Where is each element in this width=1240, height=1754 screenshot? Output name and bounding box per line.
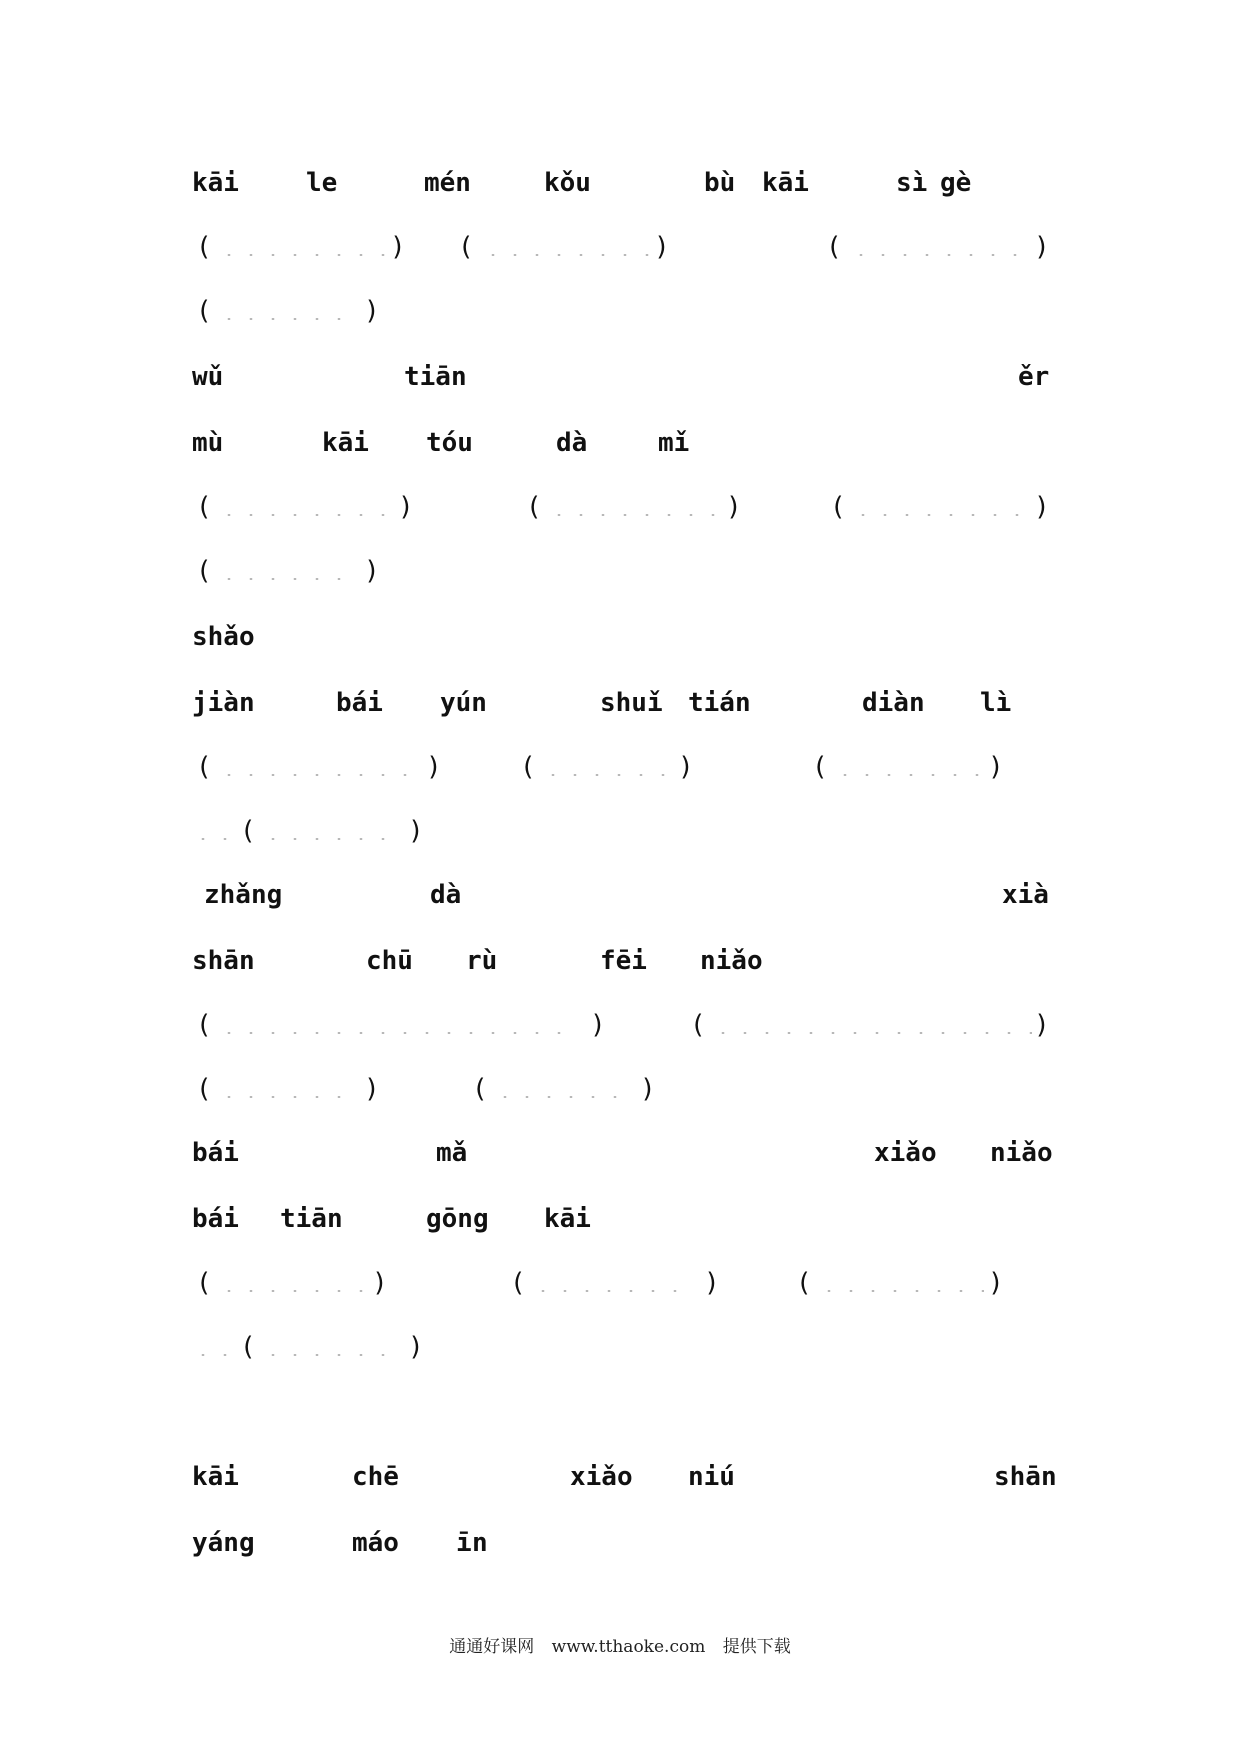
pinyin-word: shǎo [192, 622, 255, 652]
blank-open-paren: ( [690, 1010, 706, 1040]
blank-close-paren: ) [364, 1074, 380, 1104]
pinyin-row-6 [0, 882, 1240, 922]
blank-open-paren: ( [240, 1332, 256, 1362]
blank-space[interactable] [262, 838, 396, 840]
pinyin-word: dà [556, 428, 588, 458]
dotted-leader [192, 1354, 236, 1356]
blank-open-paren: ( [458, 232, 474, 262]
dotted-leader [192, 838, 236, 840]
pinyin-word: kāi [192, 168, 239, 198]
blank-close-paren: ) [988, 752, 1004, 782]
pinyin-word: gè [940, 168, 972, 198]
blank-space[interactable] [850, 254, 1030, 256]
blank-close-paren: ) [408, 1332, 424, 1362]
pinyin-word: rù [466, 946, 498, 976]
pinyin-word: niǎo [700, 946, 763, 976]
pinyin-word: bái [336, 688, 383, 718]
pinyin-word: mén [424, 168, 471, 198]
blank-close-paren: ) [398, 492, 414, 522]
blank-open-paren: ( [196, 1268, 212, 1298]
pinyin-row-8 [0, 1140, 1240, 1180]
pinyin-word: kāi [762, 168, 809, 198]
answer-blank-row [0, 298, 1240, 338]
blank-space[interactable] [482, 254, 652, 256]
blank-space[interactable] [834, 774, 984, 776]
blank-open-paren: ( [796, 1268, 812, 1298]
pinyin-word: niú [688, 1462, 735, 1492]
blank-close-paren: ) [654, 232, 670, 262]
answer-blank-row [0, 494, 1240, 534]
blank-open-paren: ( [196, 492, 212, 522]
pinyin-word: zhǎng [204, 880, 283, 910]
blank-close-paren: ) [426, 752, 442, 782]
pinyin-word: xiǎo [874, 1138, 937, 1168]
pinyin-row-2 [0, 364, 1240, 404]
blank-open-paren: ( [240, 816, 256, 846]
pinyin-word: mù [192, 428, 224, 458]
pinyin-word: gōng [426, 1204, 489, 1234]
footer-site-name: 通通好课网 [449, 1637, 535, 1657]
answer-blank-row [0, 818, 1240, 858]
pinyin-word: le [306, 168, 338, 198]
pinyin-word: lì [980, 688, 1012, 718]
blank-space[interactable] [852, 514, 1028, 516]
pinyin-word: kāi [544, 1204, 591, 1234]
blank-space[interactable] [218, 1290, 368, 1292]
pinyin-row-7 [0, 948, 1240, 988]
blank-open-paren: ( [196, 556, 212, 586]
blank-space[interactable] [262, 1354, 396, 1356]
blank-open-paren: ( [196, 1010, 212, 1040]
pinyin-word: xiǎo [570, 1462, 633, 1492]
page-footer [0, 1632, 1240, 1657]
pinyin-word: kāi [322, 428, 369, 458]
pinyin-word: diàn [862, 688, 925, 718]
pinyin-word: yáng [192, 1528, 255, 1558]
pinyin-word: mǎ [436, 1138, 468, 1168]
pinyin-word: shuǐ [600, 688, 663, 718]
pinyin-word: bù [704, 168, 736, 198]
pinyin-row-4 [0, 624, 1240, 664]
pinyin-word: tián [688, 688, 751, 718]
blank-close-paren: ) [364, 296, 380, 326]
blank-close-paren: ) [364, 556, 380, 586]
blank-space[interactable] [218, 1032, 578, 1034]
pinyin-word: niǎo [990, 1138, 1053, 1168]
blank-close-paren: ) [1034, 492, 1050, 522]
pinyin-word: yún [440, 688, 487, 718]
blank-close-paren: ) [678, 752, 694, 782]
pinyin-word: jiàn [192, 688, 255, 718]
pinyin-word: máo [352, 1528, 399, 1558]
pinyin-word: shān [192, 946, 255, 976]
footer-url[interactable]: www.tthaoke.com [551, 1637, 706, 1657]
pinyin-word: ěr [1018, 362, 1050, 392]
pinyin-row-10 [0, 1464, 1240, 1504]
blank-space[interactable] [218, 774, 418, 776]
blank-space[interactable] [818, 1290, 984, 1292]
pinyin-word: xià [1002, 880, 1049, 910]
blank-space[interactable] [494, 1096, 634, 1098]
blank-open-paren: ( [510, 1268, 526, 1298]
pinyin-word: wǔ [192, 362, 224, 392]
blank-close-paren: ) [988, 1268, 1004, 1298]
pinyin-word: tiān [280, 1204, 343, 1234]
answer-blank-row [0, 234, 1240, 274]
blank-open-paren: ( [196, 1074, 212, 1104]
answer-blank-row [0, 1012, 1240, 1052]
blank-close-paren: ) [704, 1268, 720, 1298]
blank-open-paren: ( [196, 296, 212, 326]
blank-space[interactable] [218, 318, 352, 320]
pinyin-row-5 [0, 690, 1240, 730]
pinyin-word: shān [994, 1462, 1057, 1492]
answer-blank-row [0, 754, 1240, 794]
pinyin-word: tóu [426, 428, 473, 458]
blank-space[interactable] [218, 1096, 352, 1098]
pinyin-word: kǒu [544, 168, 591, 198]
pinyin-word: bái [192, 1204, 239, 1234]
pinyin-word: bái [192, 1138, 239, 1168]
blank-close-paren: ) [640, 1074, 656, 1104]
blank-close-paren: ) [408, 816, 424, 846]
blank-space[interactable] [712, 1032, 1032, 1034]
pinyin-word: chē [352, 1462, 399, 1492]
blank-close-paren: ) [1034, 1010, 1050, 1040]
pinyin-row-9 [0, 1206, 1240, 1246]
blank-open-paren: ( [196, 232, 212, 262]
footer-note: 提供下载 [722, 1637, 791, 1657]
blank-space[interactable] [548, 514, 724, 516]
blank-open-paren: ( [812, 752, 828, 782]
pinyin-row-11 [0, 1530, 1240, 1570]
blank-close-paren: ) [372, 1268, 388, 1298]
pinyin-word: n [472, 1528, 488, 1558]
blank-open-paren: ( [520, 752, 536, 782]
blank-space[interactable] [542, 774, 672, 776]
blank-close-paren: ) [590, 1010, 606, 1040]
blank-close-paren: ) [726, 492, 742, 522]
blank-open-paren: ( [526, 492, 542, 522]
blank-close-paren: ) [1034, 232, 1050, 262]
blank-close-paren: ) [390, 232, 406, 262]
pinyin-row-1 [0, 170, 1240, 210]
pinyin-word: dà [430, 880, 462, 910]
answer-blank-row [0, 1334, 1240, 1374]
blank-open-paren: ( [196, 752, 212, 782]
blank-open-paren: ( [830, 492, 846, 522]
pinyin-word: kāi [192, 1462, 239, 1492]
blank-space[interactable] [218, 514, 394, 516]
pinyin-row-3 [0, 430, 1240, 470]
pinyin-word: ī [456, 1528, 472, 1558]
pinyin-word: fēi [600, 946, 647, 976]
blank-space[interactable] [218, 254, 388, 256]
pinyin-word: tiān [404, 362, 467, 392]
blank-open-paren: ( [826, 232, 842, 262]
blank-space[interactable] [218, 578, 352, 580]
answer-blank-row [0, 558, 1240, 598]
pinyin-word: chū [366, 946, 413, 976]
blank-open-paren: ( [472, 1074, 488, 1104]
pinyin-word: mǐ [658, 428, 690, 458]
answer-blank-row [0, 1270, 1240, 1310]
blank-space[interactable] [532, 1290, 692, 1292]
pinyin-word: sì [896, 168, 928, 198]
answer-blank-row [0, 1076, 1240, 1116]
